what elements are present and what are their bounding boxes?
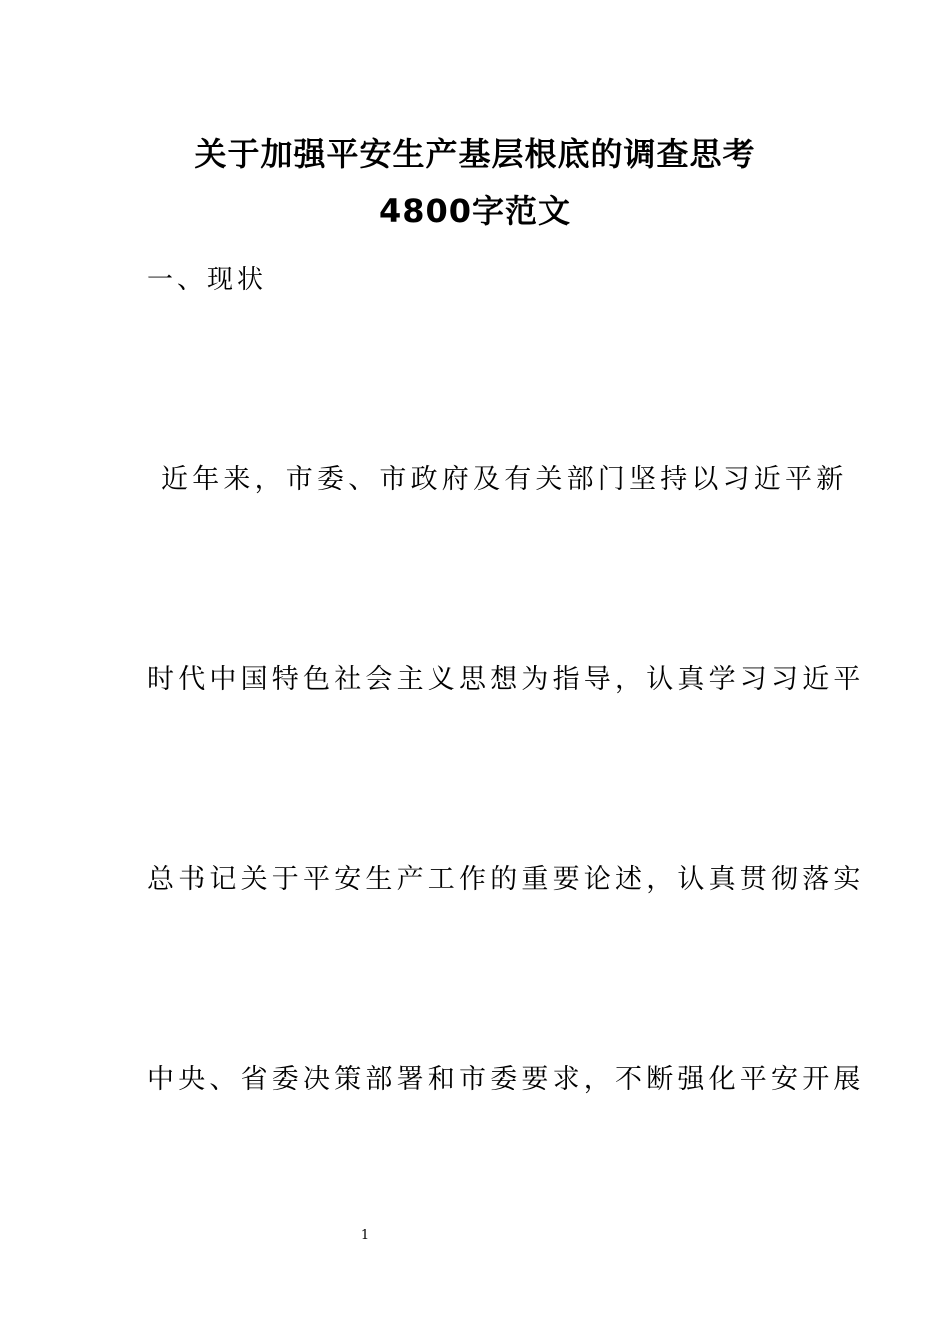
paragraph-line: 时代中国特色社会主义思想为指导，认真学习习近平 — [147, 664, 865, 695]
document-title-line-2: 4800字范文 — [378, 192, 572, 230]
paragraph-line: 近年来，市委、市政府及有关部门坚持以习近平新 — [161, 464, 848, 495]
paragraph-line: 总书记关于平安生产工作的重要论述，认真贯彻落实 — [147, 864, 865, 895]
paragraph-line: 中央、省委决策部署和市委要求，不断强化平安开展 — [147, 1064, 865, 1095]
section-heading: 一、现状 — [147, 265, 268, 295]
document-title-line-1: 关于加强平安生产基层根底的调查思考 — [194, 135, 756, 173]
page-number: 1 — [360, 1228, 370, 1243]
